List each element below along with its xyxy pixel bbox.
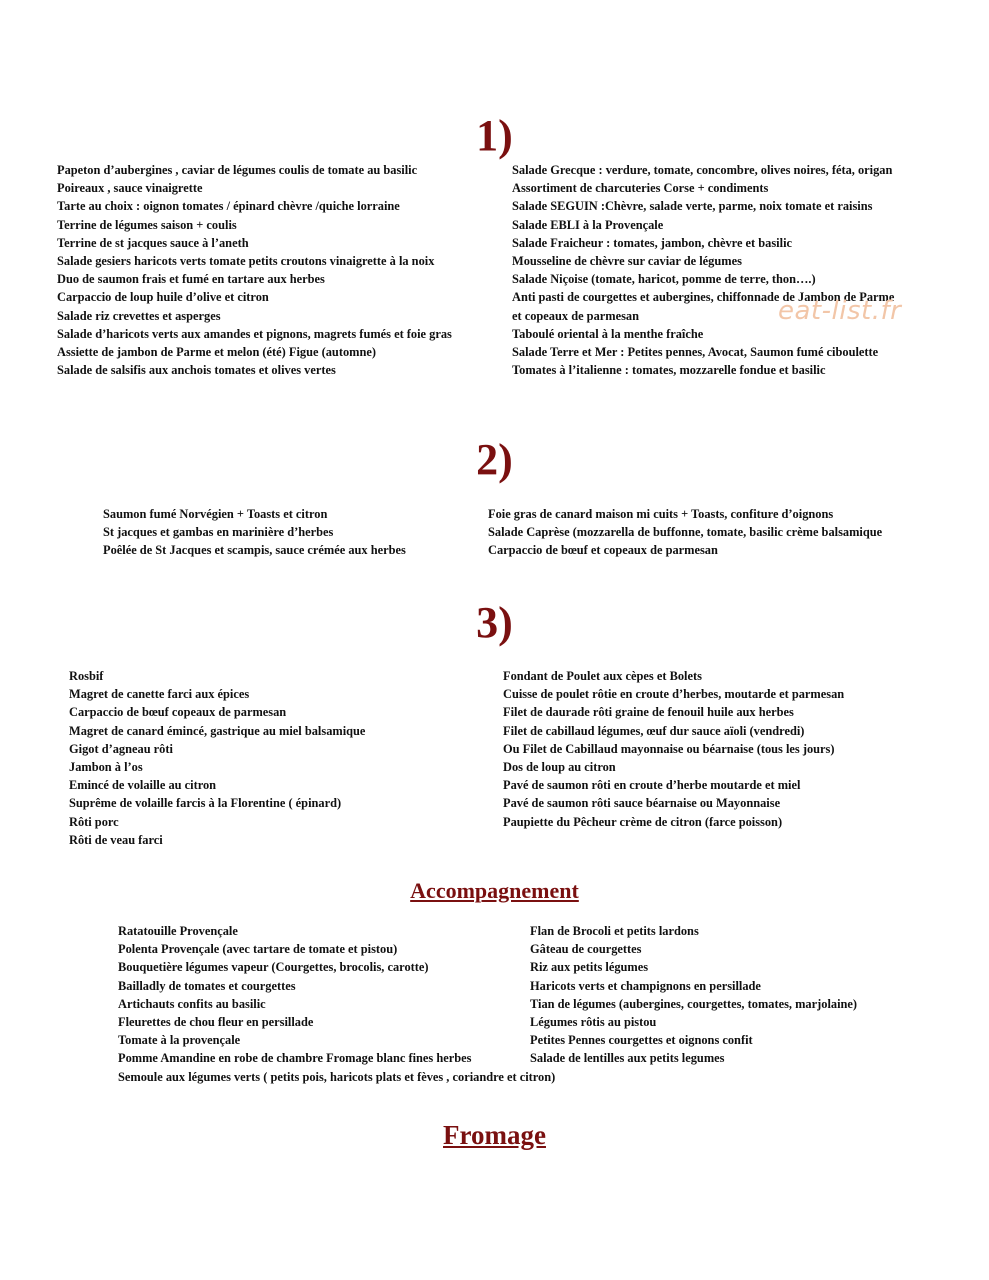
menu-item: Flan de Brocoli et petits lardons [530,924,699,938]
menu-item: Pavé de saumon rôti sauce béarnaise ou Mayonnaise [503,796,781,811]
menu-item: Ratatouille Provençale [118,924,238,938]
menu-item: Gigot d’agneau rôti [69,741,173,756]
menu-item: Salade Fraicheur : tomates, jambon, chèvre et basilic [512,235,793,250]
menu-item: Dos de loup au citron [503,759,616,774]
menu-item: Carpaccio de bœuf et copeaux de parmesan [488,543,718,558]
menu-item: Jambon à l’os [69,759,143,774]
menu-item: Tomates à l’italienne : tomates, mozzarelle fondue et basilic [512,363,826,378]
section-1-number: 1) [476,111,513,160]
section-3-left-list [69,667,365,849]
menu-item: Ou Filet de Cabillaud mayonnaise ou béarnaise (tous les jours) [503,741,835,756]
menu-item: Petites Pennes courgettes et oignons confit [530,1033,753,1048]
menu-item: Gâteau de courgettes [530,942,642,957]
menu-item: Salade d’haricots verts aux amandes et pignons, magrets fumés et foie gras [57,326,452,341]
menu-item: Terrine de st jacques sauce à l’aneth [57,235,249,250]
section-2-number: 2) [476,435,513,484]
menu-item: Salade de salsifis aux anchois tomates et olives vertes [57,363,336,378]
menu-item: Taboulé oriental à la menthe fraîche [512,326,704,341]
menu-item: Salade Terre et Mer : Petites pennes, Avocat, Saumon fumé ciboulette [512,344,879,359]
menu-item: Pavé de saumon rôti en croute d’herbe moutarde et miel [503,778,801,793]
menu-item: Rôti de veau farci [69,832,163,847]
menu-item: Carpaccio de loup huile d’olive et citron [57,290,269,305]
menu-item: Rosbif [69,669,104,683]
menu-item: Mousseline de chèvre sur caviar de légumes [512,253,742,268]
menu-item: Papeton d’aubergines , caviar de légumes coulis de tomate au basilic [57,163,418,177]
menu-item: Terrine de légumes saison + coulis [57,217,237,232]
menu-item: Poêlée de St Jacques et scampis, sauce crémée aux herbes [103,543,406,558]
menu-item: Salade Grecque : verdure, tomate, concombre, olives noires, féta, origan [512,163,893,177]
section-3-right-list [503,667,844,831]
watermark-logo: eat-list.fr [778,296,902,326]
menu-item: Salade SEGUIN :Chèvre, salade verte, parme, noix tomate et raisins [512,199,873,214]
accompagnement-right-list [530,922,857,1068]
menu-item: Saumon fumé Norvégien + Toasts et citron [103,507,328,521]
menu-item: Fondant de Poulet aux cèpes et Bolets [503,669,702,683]
menu-item: Poireaux , sauce vinaigrette [57,181,203,196]
menu-item: Légumes rôtis au pistou [530,1014,657,1029]
menu-item: Carpaccio de bœuf copeaux de parmesan [69,705,287,720]
menu-item: Tian de légumes (aubergines, courgettes, tomates, marjolaine) [530,996,858,1011]
menu-item: Semoule aux légumes verts ( petits pois, haricots plats et fèves , coriandre et citron) [118,1069,556,1084]
menu-item: Duo de saumon frais et fumé en tartare aux herbes [57,272,325,287]
menu-item: Magret de canard émincé, gastrique au miel balsamique [69,723,366,738]
menu-item: Anti pasti de courgettes et aubergines, chiffonnade de Jambon de Parme [512,290,895,305]
menu-item: Filet de daurade rôti graine de fenouil huile aux herbes [503,705,794,720]
menu-item: et copeaux de parmesan [512,308,639,323]
section-2-left-list [103,505,406,560]
menu-item: Bouquetière légumes vapeur (Courgettes, brocolis, carotte) [118,960,429,975]
menu-item: St jacques et gambas en marinière d’herbes [103,525,334,540]
menu-item: Salade de lentilles aux petits legumes [530,1051,725,1066]
menu-item: Salade Caprèse (mozzarella de buffonne, tomate, basilic crème balsamique [488,525,883,540]
menu-item: Assiette de jambon de Parme et melon (été) Figue (automne) [57,344,376,359]
menu-item: Tarte au choix : oignon tomates / épinard chèvre /quiche lorraine [57,199,400,214]
menu-item: Suprême de volaille farcis à la Florentine ( épinard) [69,796,342,811]
menu-item: Salade Niçoise (tomate, haricot, pomme de terre, thon….) [512,272,816,287]
menu-item: Magret de canette farci aux épices [69,687,250,702]
section-1-left-list [57,161,452,379]
menu-item: Emincé de volaille au citron [69,778,217,793]
menu-item: Cuisse de poulet rôtie en croute d’herbes, moutarde et parmesan [503,687,845,702]
menu-item: Bailladly de tomates et courgettes [118,978,296,993]
menu-item: Salade EBLI à la Provençale [512,217,664,232]
accompagnement-left-list [118,922,555,1086]
section-1-right-list [512,161,894,379]
menu-item: Foie gras de canard maison mi cuits + Toasts, confiture d’oignons [488,507,834,521]
menu-item: Riz aux petits légumes [530,960,649,975]
menu-item: Haricots verts et champignons en persillade [530,978,761,993]
menu-item: Paupiette du Pêcheur crème de citron (farce poisson) [503,814,783,829]
menu-item: Fleurettes de chou fleur en persillade [118,1014,314,1029]
menu-item: Rôti porc [69,814,119,829]
menu-item: Salade gesiers haricots verts tomate petits croutons vinaigrette à la noix [57,253,435,268]
menu-item: Artichauts confits au basilic [118,996,266,1011]
menu-item: Filet de cabillaud légumes, œuf dur sauce aïoli (vendredi) [503,723,805,738]
section-3-number: 3) [476,598,513,647]
menu-item: Salade riz crevettes et asperges [57,308,221,323]
section-2-right-list [488,505,882,560]
fromage-title: Fromage [443,1120,546,1150]
menu-item: Assortiment de charcuteries Corse + condiments [512,181,769,196]
menu-item: Tomate à la provençale [118,1033,241,1048]
menu-item: Polenta Provençale (avec tartare de tomate et pistou) [118,942,398,957]
accompagnement-title: Accompagnement [410,878,579,903]
menu-item: Pomme Amandine en robe de chambre Fromage blanc fines herbes [118,1051,472,1066]
